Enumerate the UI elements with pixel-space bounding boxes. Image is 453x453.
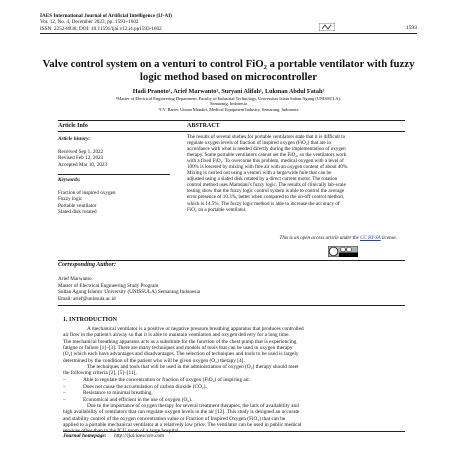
abstract-line: control method uses Mamdani's fuzzy logic. The results of clinically lab-scale	[187, 182, 346, 189]
abstract-line: Mixing is carried out using a venturi with a large/wide hole that can be	[187, 170, 332, 177]
affiliation-line: ¹Master of Electrical Engineering Department, Faculty of Industrial Technology, Universitas Islam Sultan Agung (UNISSULA),	[115, 96, 341, 101]
corresponding-university: Sultan Agung Islamic University (UNISSULA) Semarang Indonesia	[58, 289, 201, 296]
paper-authors: Hadi Pranoto¹, Arief Marwanto¹, Suryani Alifah¹, Lukman Abdul Fatah²	[132, 88, 325, 95]
keywords-divider	[58, 174, 170, 175]
criteria-text: Resistance to minimal breathing.	[83, 390, 153, 396]
abstract-line: testing show that the fuzzy logic control system is able to control the average	[187, 188, 345, 195]
keyword-item: Fuzzy logic	[58, 196, 83, 202]
abstract-line: error presence of 10.3%, better when compared to the on-off control method,	[187, 194, 344, 201]
license-text: This is an open access article under the	[279, 236, 359, 241]
corresponding-divider	[58, 305, 405, 306]
abstract-line: therapy. Some portable ventilators cannot set the FiO₂, so the ventilators work	[187, 152, 347, 159]
section-divider-heading	[58, 131, 405, 132]
homepage-link[interactable]: http://ijai.iaescore.com	[113, 433, 165, 439]
intro-paragraph-1	[63, 326, 405, 364]
intro-line: services other than in the ICU room of a large hospital.	[63, 428, 180, 435]
affiliation-line: ²CV. Bartec Utama Mandiri, Medical Equipment Industry, Semarang, Indonesia	[158, 106, 299, 112]
paper-affiliations	[40, 96, 417, 112]
intro-line: The mechanical breathing apparatus acts as a substitute for the function of the chest pump that is experiencing	[63, 338, 297, 345]
corresponding-program: Master of Electrical Engineering Study Program	[58, 282, 159, 289]
license-note	[187, 236, 397, 241]
keyword-item: Fraction of inspired oxygen	[58, 189, 116, 196]
journal-header	[40, 13, 172, 32]
accepted-date: Accepted Mar 10, 2023	[58, 161, 107, 168]
paper-title: Valve control system on a venturi to control FiO₂ a portable ventilator with fuzzy logic method based on microcontroller	[42, 58, 415, 83]
corresponding-name: Arief Marwanto	[58, 276, 92, 282]
homepage-label: Journal homepage:	[63, 433, 107, 439]
intro-line: the following criteria [2], [5]–[11],	[63, 370, 137, 377]
abstract-heading: ABSTRACT	[187, 123, 220, 129]
corresponding-block	[58, 276, 358, 302]
intro-line: The techniques and tools that will be used in the administration of oxygen (O₂) therapy should meet	[87, 364, 299, 370]
cc-by-sa-badge-icon[interactable]	[328, 244, 358, 255]
header-divider	[40, 33, 417, 34]
journal-logo-icon	[318, 22, 336, 31]
abstract-line: accordance with what is needed directly during the implementation of oxygen	[187, 146, 346, 153]
intro-paragraph-3	[63, 403, 405, 435]
journal-name: IAES International Journal of Artificial Intelligence (IJ-AI)	[40, 13, 172, 19]
intro-line: air flow in the patient's airway so that it is able to maintain ventilation and oxygen delivery for a long time.	[63, 332, 290, 339]
page-number: 1593	[405, 25, 417, 31]
intro-line: determined by the condition of the patient who will be given oxygen (O₂) therapy [4].	[63, 357, 245, 364]
abstract-line: 100% is lowered by mixing with free air with an oxygen content of about 40%.	[187, 164, 349, 171]
intro-line: and stability control of the oxygen concentration value or Fraction of Inspired Oxygen (FiO₂) that can be	[63, 415, 286, 422]
license-suffix: license.	[381, 236, 397, 241]
journal-footer	[63, 433, 164, 439]
bullet-dash: –	[63, 383, 66, 390]
keywords-block	[58, 177, 170, 216]
license-link[interactable]: CC BY-SA	[360, 236, 381, 241]
keyword-item: Portable ventilator	[58, 202, 97, 209]
history-label: Article history:	[58, 136, 91, 142]
intro-line: A mechanical ventilator is a positive or negative pressure breathing apparatus that produces controlled	[87, 326, 304, 332]
abstract-line: with a fixed FiO₂. To overcome this problem, medical oxygen with a level of	[187, 158, 344, 165]
journal-volume: Vol. 12, No. 4, December 2023, pp. 1593~1602	[40, 19, 139, 26]
intro-paragraph-2	[63, 364, 405, 377]
intro-line: applied to a portable mechanical ventilator at a relatively low price. The ventilator can be used in public medical	[63, 422, 302, 429]
received-date: Received Sep 1, 2022	[58, 148, 104, 155]
abstract-line: regulate oxygen levels of fraction of inspired oxygen (FiO₂) that are in	[187, 140, 331, 147]
keywords-label: Keywords:	[58, 177, 81, 183]
article-info-heading: Article Info	[58, 123, 88, 129]
bullet-dash: –	[63, 390, 66, 396]
abstract-line: FiO₂ on a portable ventilator.	[187, 206, 247, 213]
intro-line: high availability of ventilators that can regulate oxygen levels in the air [12]. This study is designed an accurate	[63, 409, 300, 416]
criteria-text: Economical and efficient in the use of oxygen (O₂).	[83, 396, 193, 403]
corresponding-heading: Corresponding Author:	[58, 262, 116, 268]
affiliation-line: Semarang, Indonesia	[210, 101, 247, 107]
abstract-body	[187, 134, 405, 213]
journal-issn: ISSN: 2252-8938, DOI: 10.11591/ijai.v12.i4.pp1593-1602	[40, 25, 162, 32]
section-divider-top	[58, 120, 405, 121]
intro-line: (O₂) which each have advantages and disadvantages. The selection of techniques and tools to be used is largely	[63, 351, 299, 358]
section-divider-bottom	[58, 260, 405, 261]
bullet-dash: –	[63, 396, 66, 403]
bullet-dash: –	[63, 377, 66, 383]
intro-line: fatigue or failure [1]–[3]. There are many techniques and models of tools that can be used in oxygen therapy	[63, 345, 293, 352]
criteria-text: Does not cause the accumulation of carbon dioxide (CO₂).	[83, 383, 207, 390]
intro-heading: 1. INTRODUCTION	[63, 317, 118, 323]
keyword-item: Slated disk rotated	[58, 209, 97, 215]
abstract-line: The results of several studies for portable ventilators state that it is difficult to	[187, 134, 346, 140]
criteria-text: Able to regulate the concentration or fraction of oxygen (FiO₂) of inspiring air.	[83, 377, 251, 383]
abstract-line: which is 14.5%. The fuzzy logic method is able to increase the accuracy of	[187, 200, 340, 207]
revised-date: Revised Feb 12, 2023	[58, 155, 104, 161]
article-history	[58, 136, 170, 168]
footer-divider	[63, 431, 405, 432]
abstract-line: adjusted using a slated disk rotated by a direct current motor. The rotation	[187, 176, 338, 183]
intro-line: Due to the importance of oxygen therapy for several treatment therapies, the lack of availability and	[87, 403, 299, 409]
corresponding-email[interactable]: Email: arief@unissula.ac.id	[58, 295, 116, 302]
